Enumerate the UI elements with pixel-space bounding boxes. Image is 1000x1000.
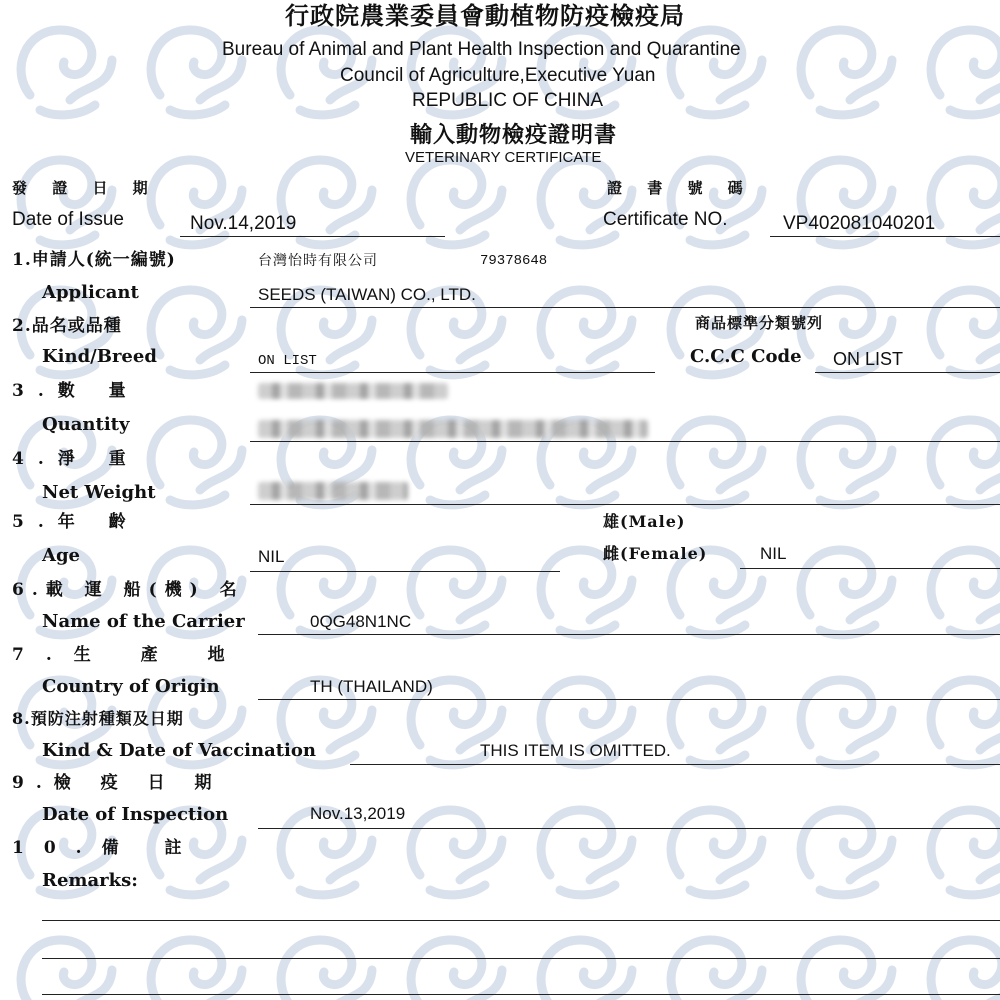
bureau-chinese-title: 行政院農業委員會動植物防疫檢疫局 <box>285 1 685 30</box>
kind-line <box>250 372 655 373</box>
age-line <box>250 571 560 572</box>
applicant-value: SEEDS (TAIWAN) CO., LTD. <box>258 285 476 304</box>
issue-date-value: Nov.14,2019 <box>190 213 297 234</box>
council-name: Council of Agriculture,Executive Yuan <box>340 65 656 86</box>
origin-label: Country of Origin <box>42 676 220 697</box>
origin-line <box>258 699 1000 700</box>
age-value: NIL <box>258 547 285 566</box>
kind-value: ON LIST <box>258 353 317 369</box>
ccc-value: ON LIST <box>833 349 904 369</box>
female-label: 雌(Female) <box>603 544 708 563</box>
origin-value: TH (THAILAND) <box>310 677 433 696</box>
issue-date-line <box>180 236 445 237</box>
age-zh-label: 5.年 齡 <box>12 512 140 532</box>
ccc-zh-label: 商品標準分類號列 <box>695 314 824 332</box>
vaccination-value: THIS ITEM IS OMITTED. <box>480 741 671 760</box>
issue-date-zh-label: 發 證 日 期 <box>12 179 158 197</box>
net-weight-zh-label: 4.淨 重 <box>12 449 140 469</box>
net-weight-redacted <box>258 482 408 500</box>
applicant-label: Applicant <box>42 282 139 303</box>
ccc-line <box>815 372 1000 373</box>
quantity-redacted-line-1 <box>258 383 448 399</box>
origin-zh-label: 7.生 產 地 <box>12 645 247 665</box>
male-label: 雄(Male) <box>603 512 686 531</box>
remarks-line-2 <box>42 958 1000 959</box>
certificate-no-zh-label: 證 書 號 碼 <box>607 179 753 197</box>
inspection-line <box>258 828 1000 829</box>
kind-zh-label: 2.品名或品種 <box>12 316 122 336</box>
country-name: REPUBLIC OF CHINA <box>412 90 604 111</box>
net-weight-label: Net Weight <box>42 482 156 503</box>
female-line <box>740 568 1000 569</box>
carrier-line <box>258 634 1000 635</box>
carrier-zh-label: 6.載 運 船(機) 名 <box>12 580 245 600</box>
certificate-chinese-title: 輸入動物檢疫證明書 <box>410 122 618 148</box>
remarks-zh-label: 10.備 註 <box>12 838 202 858</box>
ccc-label: C.C.C Code <box>690 346 802 367</box>
inspection-zh-label: 9.檢 疫 日 期 <box>12 773 224 793</box>
quantity-zh-label: 3.數 量 <box>12 381 140 401</box>
carrier-value: 0QG48N1NC <box>310 612 412 631</box>
quantity-redacted-line-2 <box>258 420 648 438</box>
applicant-zh-label: 1.申請人(統一編號) <box>12 250 176 270</box>
vaccination-zh-label: 8.預防注射種類及日期 <box>12 709 184 728</box>
remarks-label: Remarks: <box>42 870 138 891</box>
quantity-label: Quantity <box>42 414 130 435</box>
age-label: Age <box>42 545 81 566</box>
certificate-no-label: Certificate NO. <box>603 209 728 230</box>
applicant-line <box>250 307 1000 308</box>
vaccination-label: Kind & Date of Vaccination <box>42 740 316 761</box>
net-weight-line <box>250 504 1000 505</box>
carrier-label: Name of the Carrier <box>42 611 245 632</box>
remarks-line-3 <box>42 994 1000 995</box>
female-value: NIL <box>760 544 787 563</box>
certificate-no-line <box>770 236 1000 237</box>
inspection-value: Nov.13,2019 <box>310 804 406 823</box>
applicant-zh-value: 台灣怡時有限公司 <box>258 253 378 269</box>
bureau-name: Bureau of Animal and Plant Health Inspection and Quarantine <box>222 39 741 60</box>
kind-label: Kind/Breed <box>42 346 157 367</box>
inspection-label: Date of Inspection <box>42 804 229 825</box>
vaccination-line <box>350 764 1000 765</box>
issue-date-label: Date of Issue <box>12 209 124 230</box>
certificate-title: VETERINARY CERTIFICATE <box>405 149 602 166</box>
applicant-id-number: 79378648 <box>480 253 548 269</box>
remarks-line-1 <box>42 920 1000 921</box>
quantity-line <box>250 441 1000 442</box>
certificate-no-value: VP402081040201 <box>783 213 936 234</box>
